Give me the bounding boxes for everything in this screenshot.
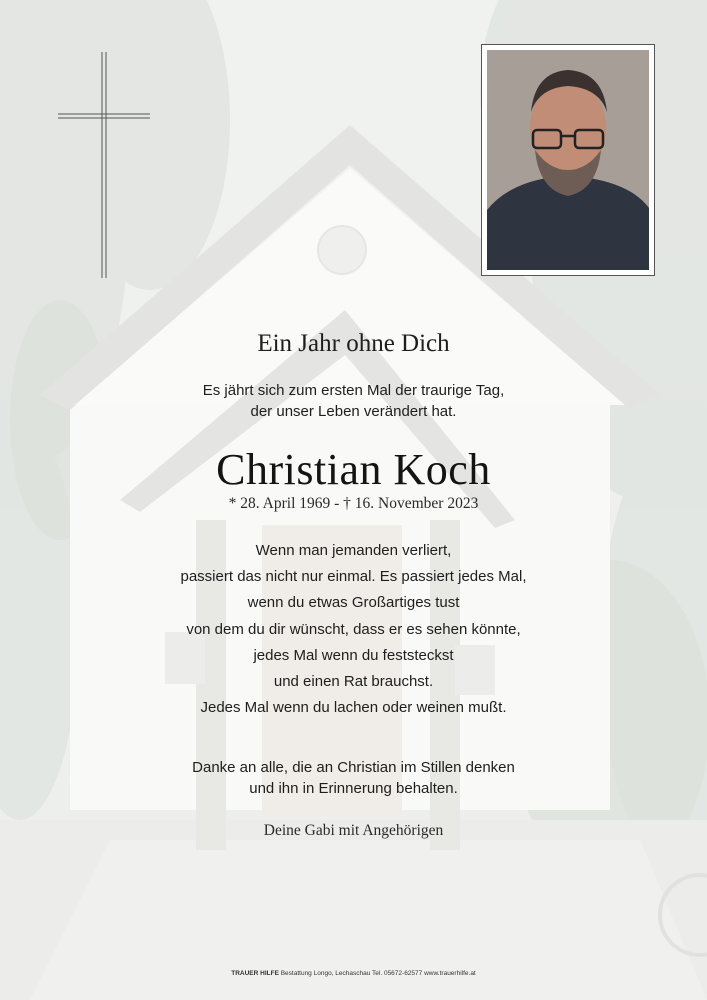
intro-line: der unser Leben verändert hat. bbox=[250, 403, 457, 420]
cross-icon bbox=[58, 52, 150, 278]
portrait-photo bbox=[487, 50, 649, 270]
intro-text bbox=[0, 380, 707, 422]
footer bbox=[0, 970, 707, 977]
poem-line: von dem du dir wünscht, dass er es sehen könnte, bbox=[186, 620, 521, 638]
poem-line: Wenn man jemanden verliert, bbox=[255, 542, 452, 559]
poem bbox=[0, 538, 707, 721]
poem-line: jedes Mal wenn du feststeckst bbox=[253, 646, 454, 664]
portrait-frame bbox=[481, 44, 655, 276]
footer-brand: TRAUER HILFE bbox=[231, 970, 279, 977]
poem-line: Jedes Mal wenn du lachen oder weinen mußt. bbox=[200, 699, 507, 717]
poem-line: passiert das nicht nur einmal. Es passiert jedes Mal, bbox=[180, 568, 527, 586]
intro-line: Es jährt sich zum ersten Mal der traurige Tag, bbox=[202, 382, 505, 399]
life-dates: * 28. April 1969 - † 16. November 2023 bbox=[228, 495, 479, 512]
signature: Deine Gabi mit Angehörigen bbox=[263, 822, 444, 839]
deceased-name: Christian Koch bbox=[216, 445, 491, 494]
thanks-line: Danke an alle, die an Christian im Stillen denken bbox=[192, 759, 515, 776]
thanks-text bbox=[0, 757, 707, 799]
footer-text: Bestattung Longo, Lechaschau Tel. 05672-62577 www.trauerhilfe.at bbox=[280, 970, 476, 977]
poem-line: und einen Rat brauchst. bbox=[273, 673, 434, 691]
thanks-line: und ihn in Erinnerung behalten. bbox=[249, 780, 458, 797]
headline: Ein Jahr ohne Dich bbox=[257, 330, 450, 357]
poem-line: wenn du etwas Großartiges tust bbox=[247, 594, 460, 612]
